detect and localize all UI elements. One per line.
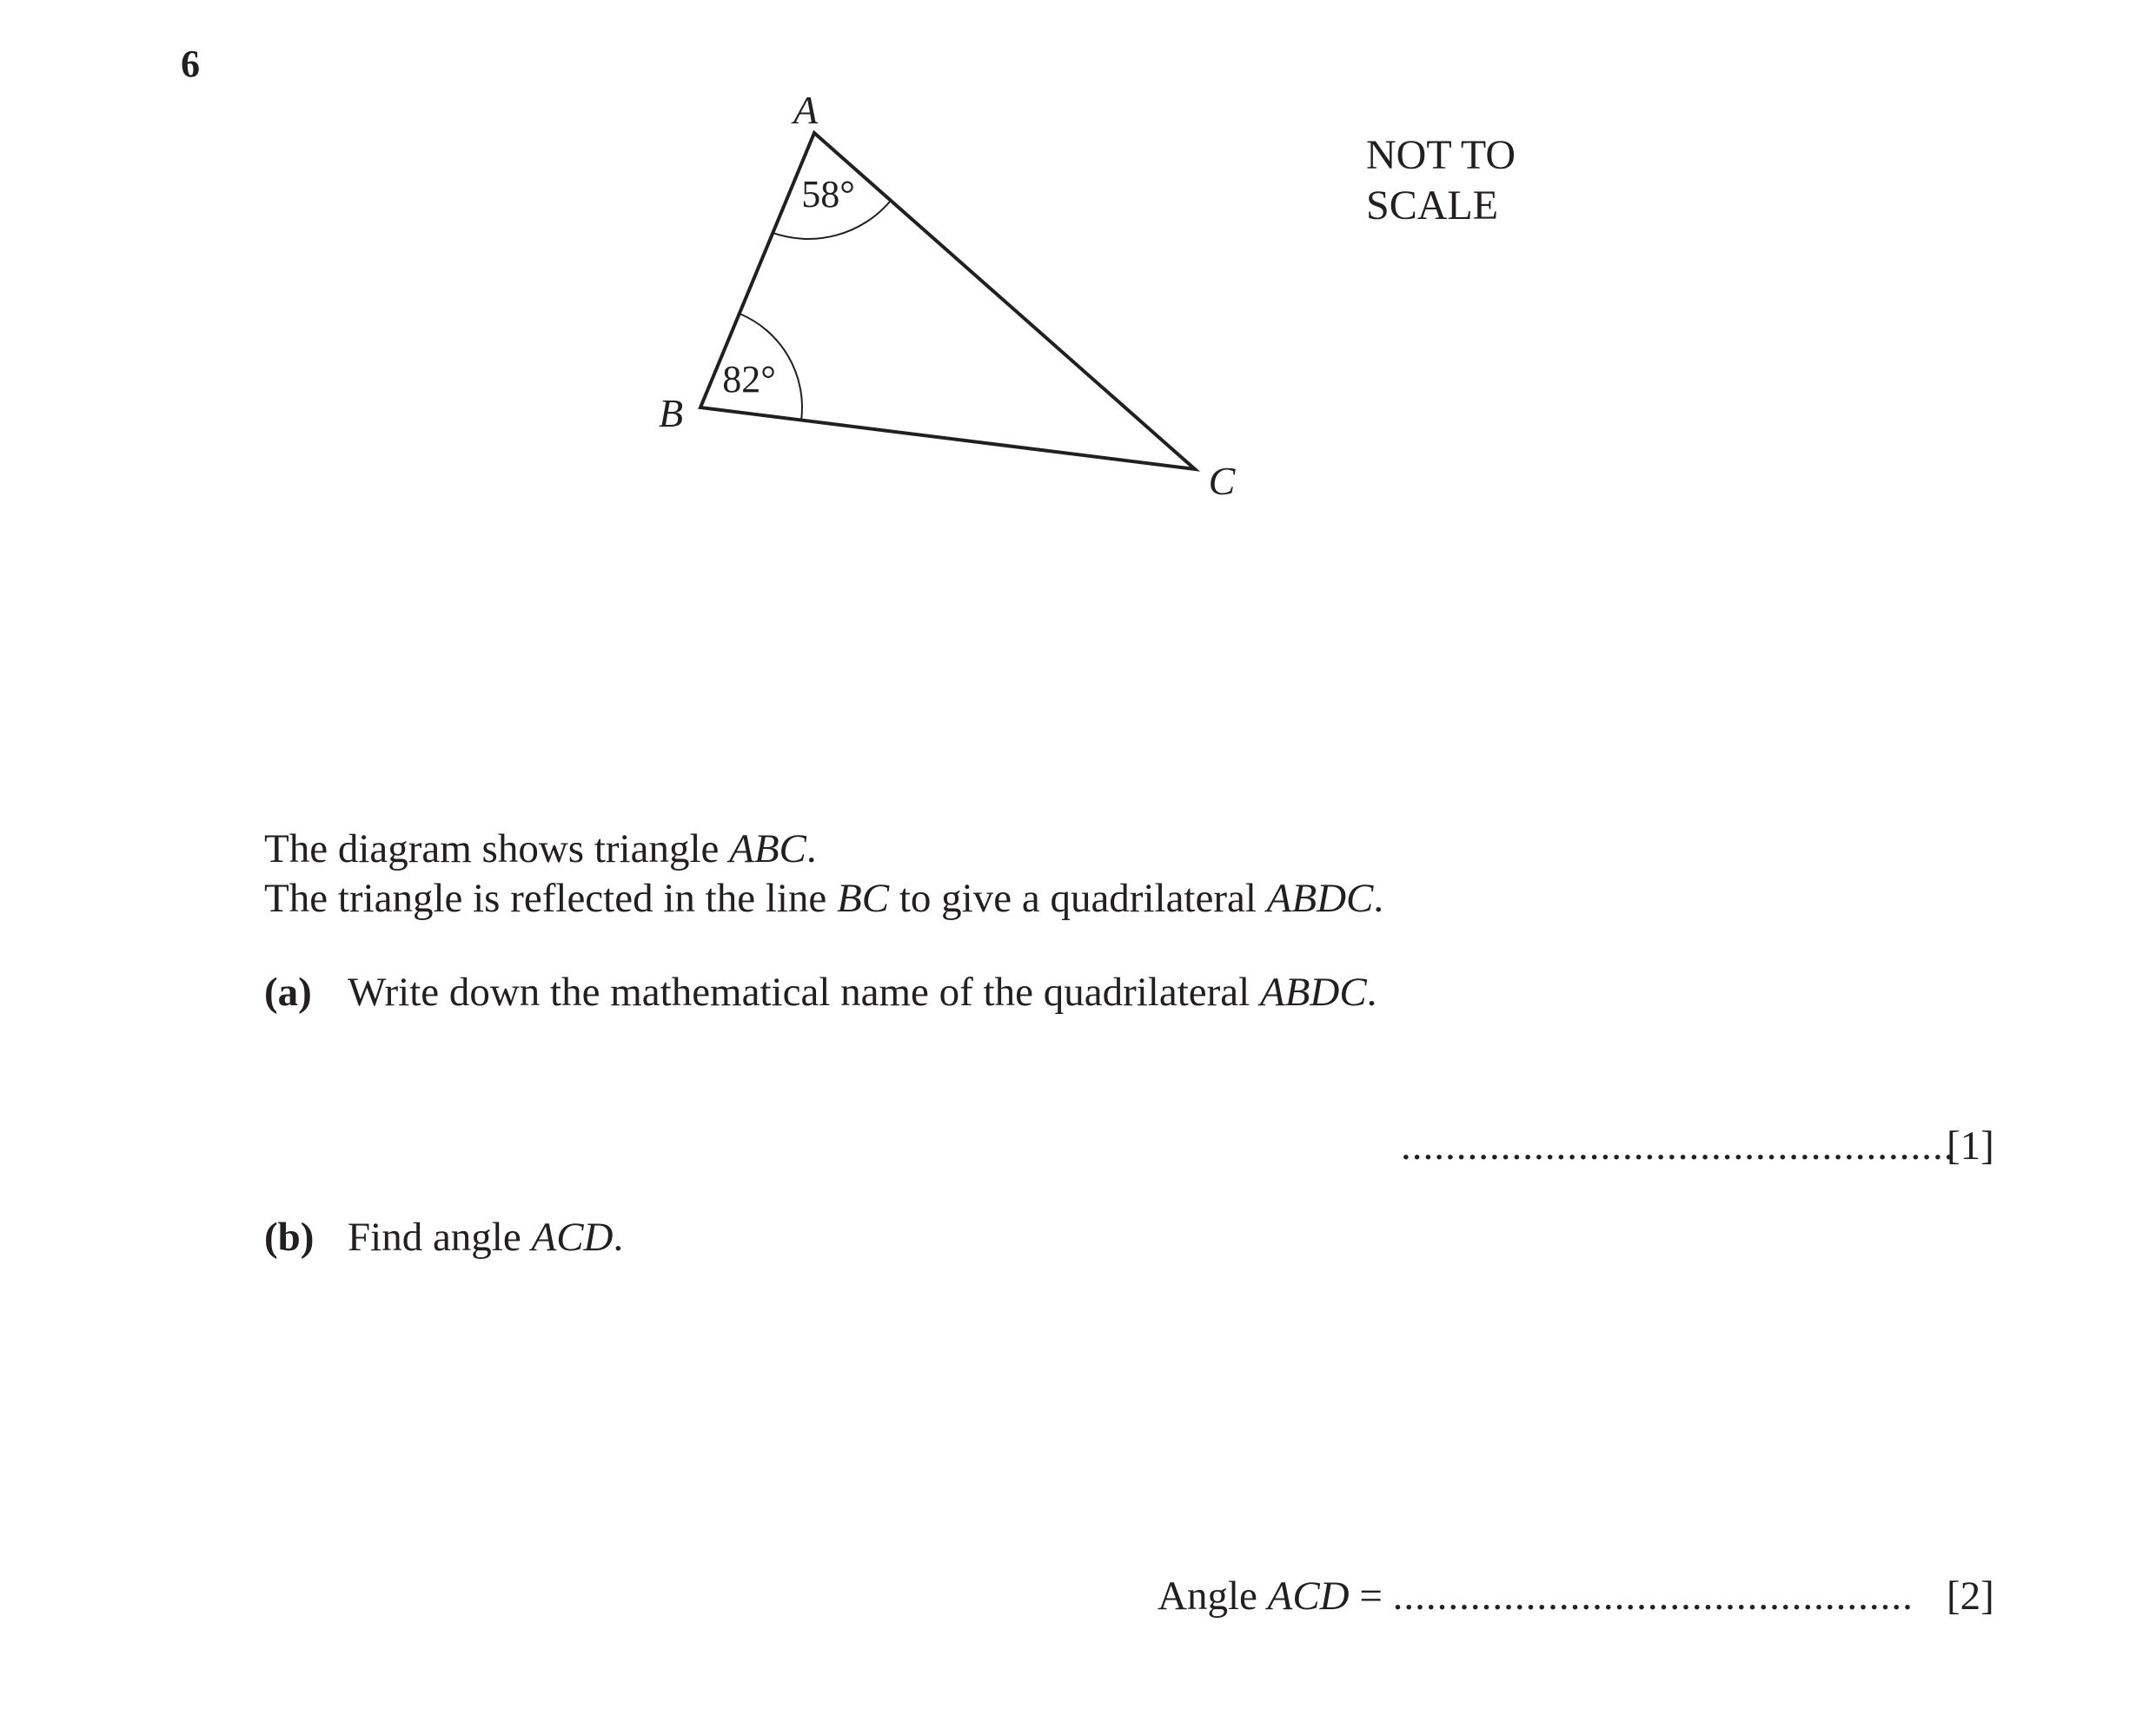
angle-label-b: 82°	[722, 358, 776, 401]
part-b-answer-italic: ACD	[1267, 1573, 1350, 1619]
intro-line-2-prefix: The triangle is reflected in the line	[264, 876, 838, 921]
part-b-answer-dots[interactable]: ...............................................	[1392, 1573, 1914, 1619]
intro-line-2-quadrilateral: ABDC	[1266, 876, 1374, 921]
intro-line-1-suffix: .	[806, 826, 817, 871]
part-b-text-suffix: .	[613, 1215, 624, 1260]
intro-line-1-triangle: ABC	[729, 826, 806, 871]
part-b-answer-line[interactable]	[1158, 1573, 1914, 1620]
part-b-answer-equals: =	[1349, 1573, 1393, 1619]
intro-line-2-middle: to give a quadrilateral	[889, 876, 1267, 921]
part-a-text-prefix: Write down the mathematical name of the quadrilateral	[348, 970, 1260, 1015]
angle-label-a: 58°	[801, 173, 855, 215]
not-to-scale-note	[1366, 130, 1516, 231]
vertex-label-c: C	[1208, 459, 1236, 503]
intro-line-1-prefix: The diagram shows triangle	[264, 826, 730, 871]
part-b-text-prefix: Find angle	[348, 1215, 532, 1260]
part-a-label: (a)	[264, 970, 312, 1015]
part-b-marks: [2]	[1947, 1573, 1994, 1619]
vertex-label-b: B	[658, 391, 684, 435]
part-a-answer-line[interactable]	[1401, 1123, 1955, 1169]
part-a-text-suffix: .	[1366, 970, 1377, 1015]
part-a-marks: [1]	[1947, 1123, 1994, 1169]
part-a-question	[264, 969, 1377, 1016]
part-b-text-italic: ACD	[531, 1215, 614, 1260]
part-b-label: (b)	[264, 1215, 315, 1260]
not-to-scale-line-2: SCALE	[1366, 182, 1499, 229]
part-b-question	[264, 1214, 623, 1261]
part-a-answer-dots[interactable]: ..................................................	[1401, 1123, 1955, 1169]
triangle-diagram	[0, 0, 2156, 608]
part-b-answer-prefix: Angle	[1158, 1573, 1268, 1619]
intro-line-2-line-name: BC	[837, 876, 890, 921]
vertex-label-a: A	[793, 88, 819, 132]
intro-line-1	[264, 825, 817, 872]
not-to-scale-line-1: NOT TO	[1366, 132, 1516, 178]
part-a-text-italic: ABDC	[1259, 970, 1367, 1015]
triangle-abc	[700, 133, 1195, 469]
intro-line-2-suffix: .	[1373, 876, 1384, 921]
question-number: 6	[181, 43, 200, 85]
intro-line-2	[264, 875, 1383, 922]
